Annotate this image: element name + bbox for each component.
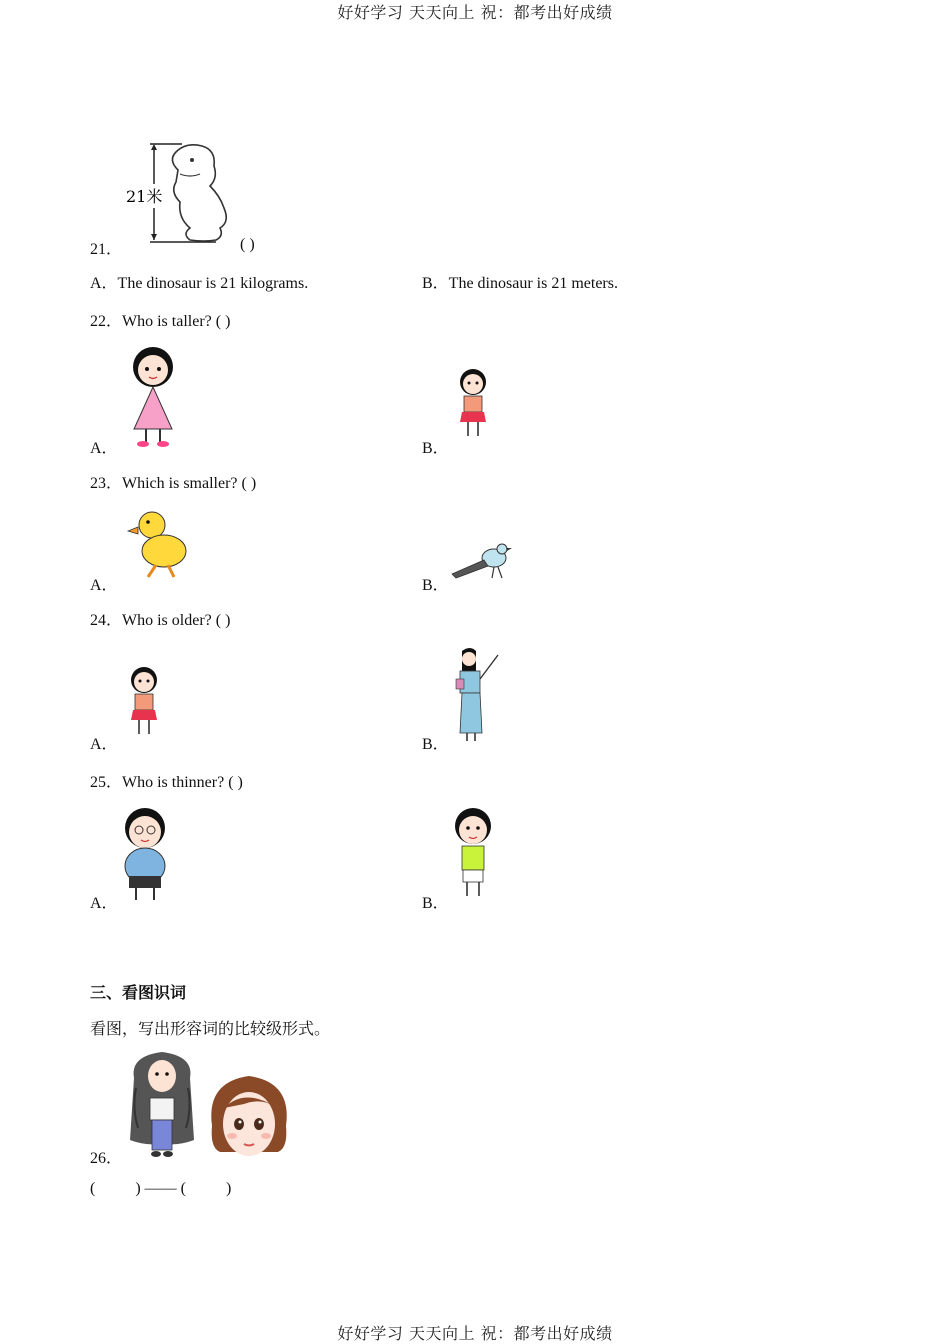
short-hair-girl-image [204,1072,294,1162]
q25-option-a[interactable]: A． [90,895,118,912]
section3-heading: 三、看图识词 [90,983,187,1002]
q26-number: 26． [90,1150,123,1167]
young-girl-image [124,664,164,740]
q22-stem: 22．Who is taller? ( ) [90,313,231,330]
q21-answer-blank[interactable]: ( ) [240,236,255,253]
q21-option-a[interactable]: A．The dinosaur is 21 kilograms. [90,275,309,292]
q22-option-a[interactable]: A． [90,440,118,457]
dinosaur-height-label: 21米 [126,187,163,206]
short-girl-image [452,366,494,444]
fat-boy-image [118,806,172,904]
dinosaur-image [120,138,240,248]
q24-option-a[interactable]: A． [90,736,118,753]
q22-option-b[interactable]: B． [422,440,449,457]
q23-stem: 23．Which is smaller? ( ) [90,475,257,492]
q23-option-a[interactable]: A． [90,577,118,594]
q25-option-b[interactable]: B． [422,895,449,912]
q21-number: 21． [90,241,123,258]
q26-answer-line[interactable]: ( ) —— ( ) [90,1180,232,1197]
long-hair-girl-image [126,1048,198,1162]
bird-image [450,540,512,582]
tall-girl-image [120,343,186,449]
page-header: 好好学习 天天向上 祝：都考出好成绩 [337,3,613,22]
thin-boy-image [450,806,496,902]
q21-option-b[interactable]: B．The dinosaur is 21 meters. [422,275,618,292]
section3-instruction: 看图，写出形容词的比较级形式。 [90,1019,331,1038]
page-footer: 好好学习 天天向上 祝：都考出好成绩 [337,1324,613,1343]
q24-stem: 24．Who is older? ( ) [90,612,231,629]
q25-stem: 25．Who is thinner? ( ) [90,774,243,791]
q24-option-b[interactable]: B． [422,736,449,753]
teacher-image [452,645,502,745]
q23-option-b[interactable]: B． [422,577,449,594]
duck-image [126,507,190,583]
